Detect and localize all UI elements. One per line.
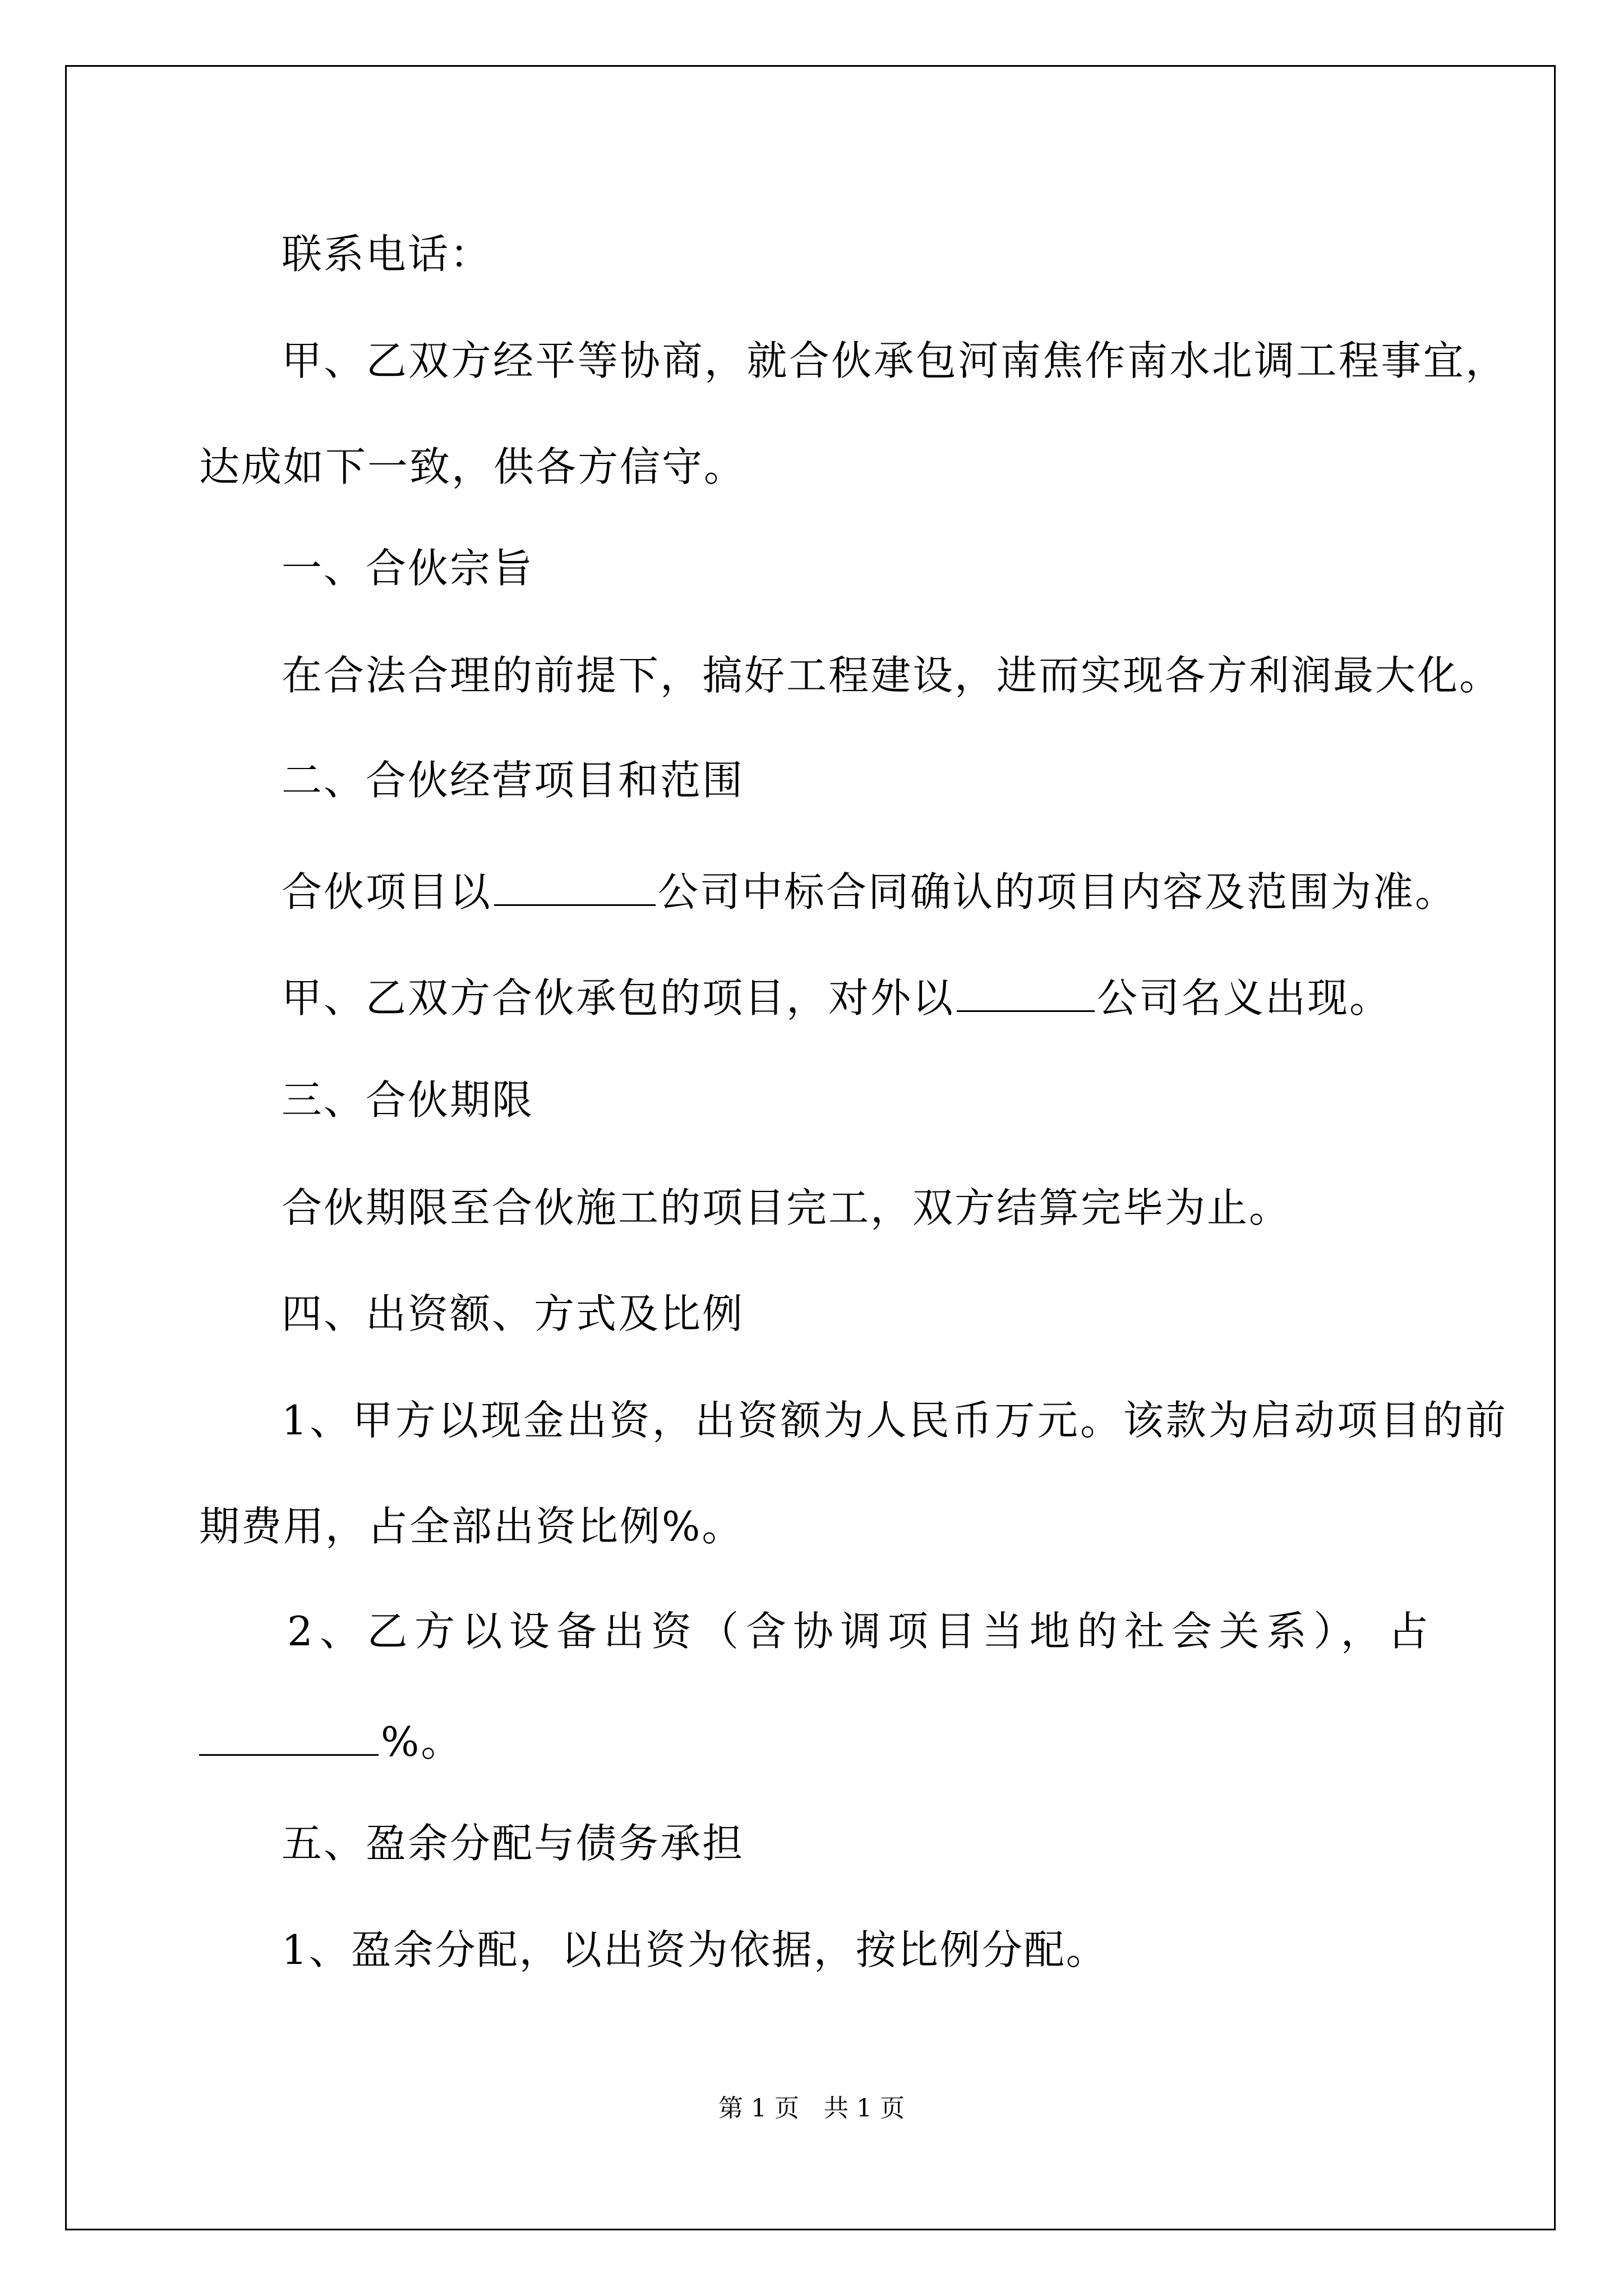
section-1-heading: 一、合伙宗旨 bbox=[282, 545, 534, 592]
section-2-line-2-prefix: 甲、乙双方合伙承包的项目，对外以 bbox=[282, 974, 955, 1022]
preamble-line-1: 甲、乙双方经平等协商，就合伙承包河南焦作南水北调工程事宜， bbox=[282, 337, 1507, 384]
section-2-heading: 二、合伙经营项目和范围 bbox=[282, 757, 745, 804]
contact-phone-line: 联系电话： bbox=[282, 231, 492, 278]
section-3-heading: 三、合伙期限 bbox=[282, 1076, 534, 1124]
section-1-text: 在合法合理的前提下，搞好工程建设，进而实现各方利润最大化。 bbox=[282, 652, 1502, 699]
page-border bbox=[65, 65, 1556, 2230]
section-2-line-1-prefix: 合伙项目以 bbox=[282, 868, 492, 915]
section-5-item-1: 1、盈余分配，以出资为依据，按比例分配。 bbox=[282, 1926, 1108, 1973]
section-4-item-1-line-2: 期费用，占全部出资比例%。 bbox=[199, 1503, 744, 1550]
section-4-item-2-line-2 bbox=[199, 1715, 1623, 1765]
section-4-item-1-line-1: 1、甲方以现金出资，出资额为人民币万元。该款为启动项目的前 bbox=[282, 1397, 1507, 1444]
page-number-footer: 第 1 页 共 1 页 bbox=[718, 2094, 905, 2123]
fill-in-blank[interactable] bbox=[199, 1715, 379, 1756]
section-3-text: 合伙期限至合伙施工的项目完工，双方结算完毕为止。 bbox=[282, 1184, 1292, 1231]
section-4-item-2-suffix: %。 bbox=[381, 1718, 463, 1765]
fill-in-blank[interactable] bbox=[494, 865, 656, 906]
section-5-heading: 五、盈余分配与债务承担 bbox=[282, 1820, 745, 1867]
section-4-heading: 四、出资额、方式及比例 bbox=[282, 1290, 745, 1337]
preamble-line-2: 达成如下一致，供各方信守。 bbox=[199, 443, 746, 490]
section-2-line-2 bbox=[282, 971, 1623, 1022]
fill-in-blank[interactable] bbox=[957, 971, 1095, 1012]
section-2-line-1-suffix: 公司中标合同确认的项目内容及范围为准。 bbox=[658, 868, 1458, 915]
section-2-line-2-suffix: 公司名义出现。 bbox=[1097, 974, 1392, 1022]
section-4-item-2-line-1: 2、乙方以设备出资（含协调项目当地的社会关系），占 bbox=[287, 1608, 1430, 1655]
section-2-line-1 bbox=[282, 865, 1623, 915]
